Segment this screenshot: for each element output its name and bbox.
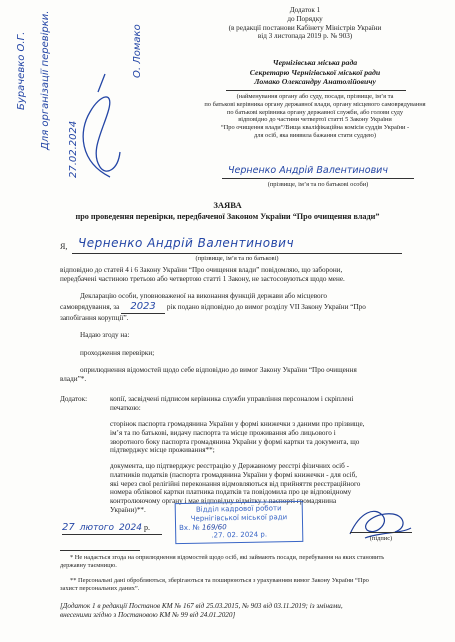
text-line: копії, засвідчені підписом керівника служби управління персоналом і скріплені [110, 395, 354, 403]
text-line: державну таємницю. [60, 561, 117, 569]
consent-item-publish [60, 366, 412, 384]
text-line: відповідно до статей 4 і 6 Закону України “Про очищення влади” повідомляю, що заборони, [60, 266, 343, 274]
stamp-number: 169/60 [201, 522, 227, 532]
addressee-caption [190, 93, 440, 140]
header-line: (в редакції постанови Кабінету Міністрів України [228, 23, 382, 32]
consent-heading: Надаю згоду на: [80, 331, 130, 339]
text-line: платників податків (паспорта громадянина України у формі книжечки - для осіб, [110, 470, 358, 479]
text-line: підтверджує місце проживання**; [110, 446, 215, 455]
signature-underline [350, 532, 412, 533]
signature-caption: (підпис) [369, 535, 393, 542]
addressee-org: Чернігівська міська рада [272, 58, 358, 67]
caption-line: “Про очищення влади”/Вища кваліфікаційна комісія суддів України - [220, 124, 410, 132]
resolution-signature [60, 72, 130, 182]
text-line: номера облікової картки платника податків та повідомила про це відповідному [110, 488, 352, 497]
margin-note-executor: Бурачевко О.Г. [16, 31, 27, 110]
addressee-name: Ломако Олександру Анатолійовичу [254, 77, 376, 86]
statement-prefix: Я, [60, 242, 68, 251]
text-line: ** Персональні дані обробляються, зберігаються та поширюються з урахуванням вимог Закону України “Про [70, 577, 369, 584]
text-line: сторінок паспорта громадянина України у формі книжечки з даними про прізвище, [110, 420, 365, 428]
registration-stamp [175, 501, 304, 544]
stamp-line: .27. 02. 2024 р. [211, 530, 268, 540]
caption-line: по батькові керівника органу державної служби, або голови суду [226, 108, 404, 116]
text-line: ім’я та по батькові, видачу паспорта та місце проживання або лицьового і [110, 428, 336, 437]
addressee-underline [226, 90, 406, 91]
text-line: [Додаток 1 в редакції Постанов КМ № 167 від 25.03.2015, № 903 від 03.11.2019; із змінами, [60, 602, 343, 610]
attachment-item-copies [110, 395, 412, 413]
text-line: зворотного боку паспорта громадянина України у формі картки та документа, що [110, 437, 360, 446]
text-line: України)**. [110, 505, 146, 514]
text-fragment: самоврядування, за [60, 302, 120, 311]
statement-name-underline [72, 253, 402, 254]
text-line: запобігання корупції”. [60, 313, 129, 322]
statement-name-handwritten: Черненко Андрій Валентинович [78, 236, 295, 250]
margin-note-date: 27.02.2024 [68, 120, 79, 178]
date-line [62, 522, 172, 534]
footnote-2 [60, 577, 412, 593]
statement-paragraph-2 [60, 292, 412, 323]
text-line: передбачені частиною третьою або четвертою статті 1 Закону, не застосовуються щодо мене. [60, 274, 345, 283]
date-day: 27 [62, 522, 75, 533]
text-line: Декларацію особи, уповноваженої на виконання функцій держави або місцевого [80, 292, 328, 300]
text-line: захист персональних даних”. [60, 584, 140, 592]
addressee-block [230, 58, 400, 87]
from-caption: (прізвище, ім’я та по батькові особи) [267, 181, 369, 188]
stamp-line: Відділ кадрової роботи [195, 504, 282, 514]
date-year: 2024 [119, 523, 142, 533]
text-line: контролюючому органу і мае відповідну відмітку у паспорті громадянина [110, 497, 337, 506]
header-line: до Порядку [287, 14, 323, 23]
footnote-amendments [60, 602, 412, 620]
text-fragment: рік подано відповідно до вимог розділу VII Закону України “Про [166, 302, 366, 311]
date-suffix: р. [143, 523, 150, 532]
caption-line: (найменування органу або суду, посади, прізвище, ім’я та [236, 93, 394, 100]
text-line: влади”*. [60, 374, 87, 383]
stamp-text: Вх. № [179, 523, 200, 532]
text-line: документа, що підтверджує реєстрацію у Державному реєстрі фізичних осіб - [110, 462, 350, 470]
caption-line: для осіб, яка виявила бажання стати суддею) [254, 132, 376, 140]
text-line: * Не надається згода на оприлюднення відомостей щодо осіб, які займають посади, перебування на яких становить [70, 554, 385, 561]
text-line [60, 301, 412, 314]
margin-note-signer: О. Ломако [132, 24, 143, 78]
document-subtitle: про проведення перевірки, передбаченої Законом України “Про очищення влади” [75, 212, 380, 221]
footnote-1 [60, 554, 412, 570]
statement-name-caption: (прізвище, ім’я та по батькові) [195, 255, 279, 262]
text-line: печаткою: [110, 403, 141, 412]
header-line: Додаток 1 [289, 6, 321, 14]
appendix-header [200, 6, 410, 41]
date-month: лютого [79, 523, 115, 533]
margin-note-instruction: Для організації перевірки. [40, 10, 51, 150]
statement-paragraph-1 [60, 266, 412, 284]
date-underline [62, 534, 162, 535]
caption-line: відповідно до частини четвертої статті 5 Закону України [238, 116, 392, 124]
header-line: від 3 листопада 2019 р. № 903) [257, 32, 353, 41]
document-title: ЗАЯВА [213, 200, 242, 210]
footnote-divider [60, 550, 140, 551]
declaration-year-handwritten: 2023 [121, 301, 165, 314]
consent-item-check: проходження перевірки; [80, 349, 155, 357]
applicant-name-handwritten: Черненко Андрій Валентинович [228, 165, 388, 176]
stamp-line: Чернігівської міської ради [190, 512, 288, 523]
caption-line: по батькові керівника органу державної влади, органу місцевого самоврядування [204, 100, 426, 108]
addressee-position: Секретарю Чернігівської міської ради [249, 67, 381, 77]
text-line: внесеними згідно з Постановою КМ № 99 від 24.01.2020] [60, 610, 236, 619]
text-line: які через свої релігійні переконання відмовляються від прийняття реєстраційного [110, 479, 361, 488]
text-line: оприлюднення відомостей щодо себе відповідно до вимог Закону України “Про очищення [80, 366, 357, 374]
attachments-label: Додаток: [60, 395, 88, 403]
attachment-item-passport [110, 420, 412, 455]
from-underline [222, 178, 414, 179]
